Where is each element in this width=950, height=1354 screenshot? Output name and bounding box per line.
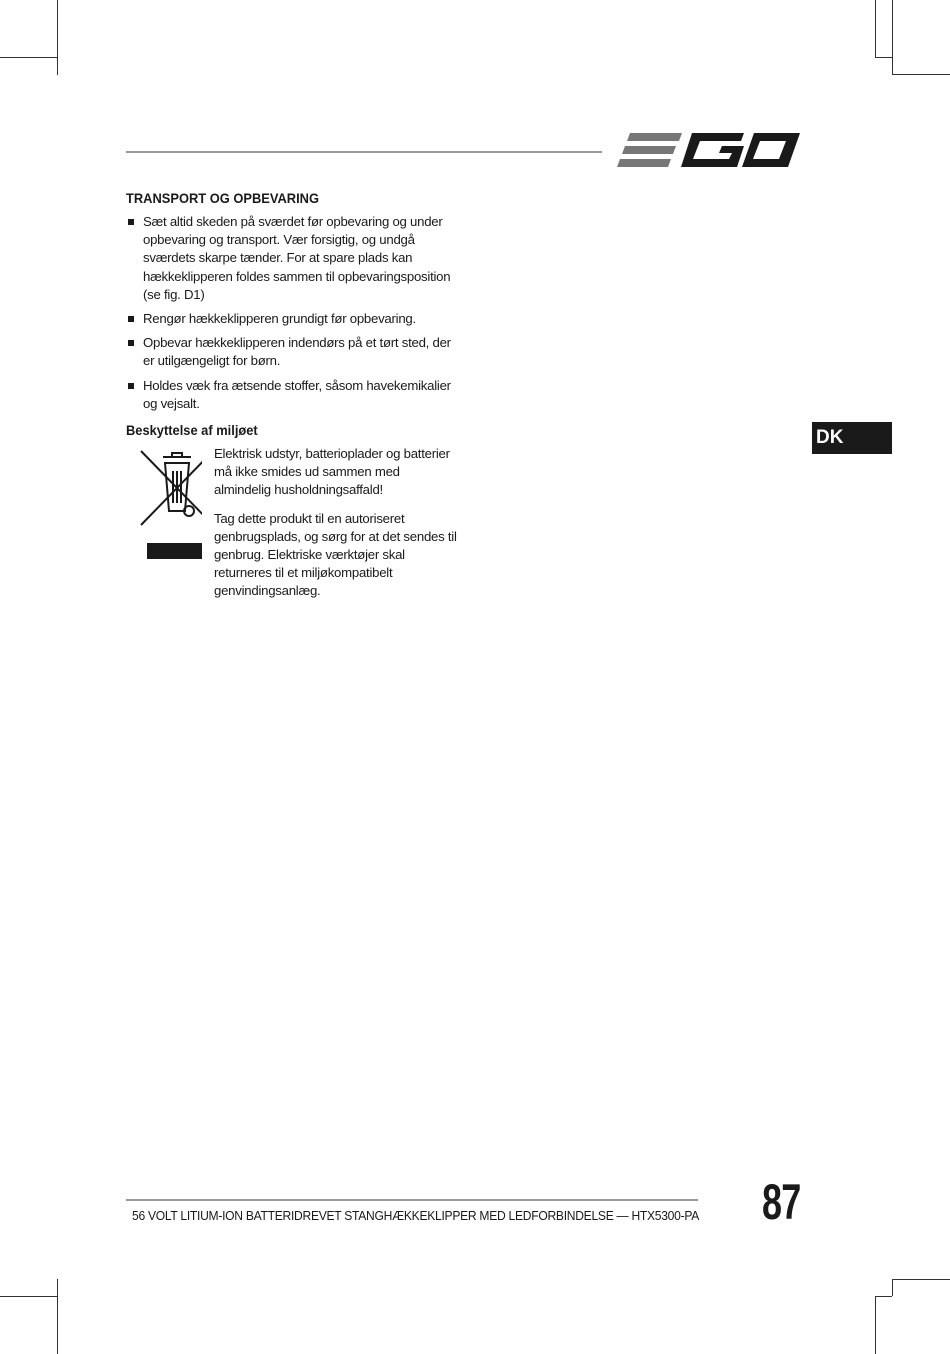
section-title-environment: Beskyttelse af miljøet [126, 422, 258, 439]
crop-mark [875, 1296, 892, 1297]
crop-mark [0, 1296, 58, 1297]
language-tab: DK [812, 422, 892, 454]
crop-mark [875, 1296, 876, 1354]
crop-mark [892, 1279, 950, 1280]
crop-mark [875, 0, 876, 58]
crop-mark [892, 0, 893, 75]
paragraph: Tag dette produkt til en autoriseret genbrugsplads, og sørg for at det sendes til genbrug. Elektriske værktøjer skal returneres til et miljøkompatibelt genvindingsanlæg. [214, 510, 457, 599]
section-title-transport: TRANSPORT OG OPBEVARING [126, 190, 319, 206]
weee-crossed-bin-icon [126, 449, 202, 561]
bullet-icon [128, 383, 134, 389]
footer-rule [126, 1199, 698, 1201]
environment-text [214, 445, 458, 601]
environment-block [126, 445, 458, 601]
crop-mark [0, 57, 58, 58]
crop-mark [57, 0, 58, 75]
transport-list [126, 213, 458, 413]
page-number: 87 [762, 1174, 801, 1230]
ego-logo [616, 128, 800, 172]
list-item: Opbevar hækkeklipperen indendørs på et tørt sted, der er utilgængeligt for børn. [126, 334, 458, 370]
crop-mark [892, 74, 950, 75]
crop-mark [875, 57, 892, 58]
crop-mark [57, 1279, 58, 1354]
header-rule [126, 151, 602, 153]
bullet-icon [128, 316, 134, 322]
main-content [126, 189, 458, 611]
bullet-icon [128, 340, 134, 346]
list-item: Sæt altid skeden på sværdet før opbevaring og under opbevaring og transport. Vær forsigtig, og undgå sværdets skarpe tænder. For at spare plads kan hækkeklipperen foldes sammen til opbevaringsposition (se fig. D1) [126, 213, 458, 304]
list-item: Holdes væk fra ætsende stoffer, såsom havekemikalier og vejsalt. [126, 377, 458, 413]
list-item: Rengør hækkeklipperen grundigt før opbevaring. [126, 310, 458, 328]
bullet-icon [128, 219, 134, 225]
paragraph: Elektrisk udstyr, batterioplader og batterier må ikke smides ud sammen med almindelig husholdningsaffald! [214, 446, 450, 498]
footer-title: 56 VOLT LITIUM-ION BATTERIDREVET STANGHÆKKEKLIPPER MED LEDFORBINDELSE — HTX5300-PA [132, 1208, 699, 1223]
crop-mark [892, 1279, 893, 1296]
